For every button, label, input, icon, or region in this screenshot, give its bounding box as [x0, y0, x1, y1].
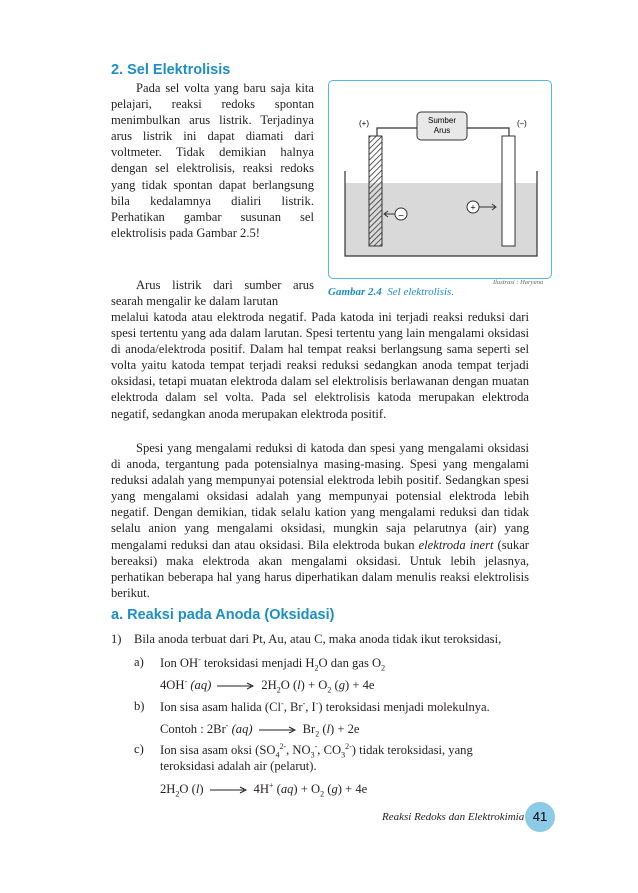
anode-label: (+): [359, 119, 369, 128]
reaction-arrow-icon: [259, 726, 297, 734]
equation-a: 4OH- (aq) $2H_2O$ $(l) + O_2$ (g) + 4e: [160, 677, 375, 695]
equation-b: Contoh : 2Br- (aq) $Br_2$ (l) + 2e: [160, 721, 360, 739]
item-b-text: Ion sisa asam halida (Cl-, Br-, I-) teroksidasi menjadi molekulnya.: [160, 699, 490, 715]
electrolysis-diagram: [329, 81, 551, 278]
item-1-text: Bila anoda terbuat dari Pt, Au, atau C, maka anoda tidak ikut teroksidasi,: [134, 632, 502, 646]
reaction-arrow-icon: [210, 786, 248, 794]
section-2-title: 2. Sel Elektrolisis: [111, 62, 231, 78]
equation-c: $2H_2O$ (l) 4H+ $(aq) + O_2$ (g) + 4e: [160, 781, 368, 799]
paragraph-2-continued: melalui katoda atau elektroda negatif. Pada katoda ini terjadi reaksi reduksi dari spesi tertentu yang ada dalam larutan. Spesi tertentu yang lain mengalami oksidasi di anoda/elektroda positif. Dalam hal tempat reaksi berlangsung sama seperti sel volta yaitu katoda tempat terjadi reaksi reduksi sedangkan anoda tempat terjadi oksidasi, tetapi muatan elektroda dalam sel elektrolisis berlawanan dengan muatan elektroda dalam sel volta. Pada sel elektrolisis katoda merupakan elektroda negatif, sedangkan anoda merupakan elektroda positif.: [111, 310, 529, 421]
svg-text:+: +: [470, 202, 476, 213]
figure-electrolysis-cell: [328, 80, 552, 279]
figure-credit: Ilustrasi : Haryana: [493, 279, 544, 286]
page-number: 41: [525, 802, 555, 832]
cathode-label: (–): [517, 119, 527, 128]
paragraph-3: Spesi yang mengalami reduksi di katoda dan spesi yang mengalami oksidasi di anoda, tergantung pada potensialnya masing-masing. Spesi yang mengalami reduksi adalah yang mempunyai potensial elektroda lebih positif. Sedangkan spesi yang mengalami oksidasi adalah yang mempunyai potensial elektroda lebih negatif. Dengan demikian, tidak selalu kation yang mengalami reduksi dan tidak selalu anion yang mengalami oksidasi, mungkin saja pelarutnya (air) yang mengalami reduksi dan atau oksidasi. Bila elektroda bukan elektroda inert (sukar bereaksi) maka elektroda akan mengalami oksidasi. Untuk lebih jelasnya, perhatikan beberapa hal yang harus diperhatikan dalam menulis reaksi elektrolisis berikut.: [111, 441, 529, 600]
cathode-electrode: [502, 136, 515, 246]
item-b-label: b): [134, 699, 145, 713]
svg-text:Arus: Arus: [433, 126, 451, 135]
item-c-text-line2: teroksidasi adalah air (pelarut).: [160, 759, 317, 773]
section-a-title: a. Reaksi pada Anoda (Oksidasi): [111, 607, 335, 623]
item-a-label: a): [134, 655, 144, 669]
svg-text:Sumber: Sumber: [427, 116, 457, 125]
item-a-text: Ion OH- teroksidasi menjadi $H_2O$ dan gas $O_2$: [160, 655, 386, 673]
item-1-number: 1): [111, 632, 122, 646]
figure-caption: Gambar 2.4 Sel elektrolisis.: [328, 286, 455, 298]
reaction-arrow-icon: [217, 682, 255, 690]
paragraph-2-start: Arus listrik dari sumber arus searah mengalir ke dalam larutan: [111, 278, 314, 309]
svg-text:–: –: [398, 209, 404, 220]
anode-electrode: [369, 136, 382, 246]
running-footer: Reaksi Redoks dan Elektrokimia: [382, 811, 525, 823]
paragraph-1: Pada sel volta yang baru saja kita pelajari, reaksi redoks spontan menimbulkan arus listrik. Terjadinya arus listrik ini dapat diamati dari voltmeter. Tidak demikian halnya dengan sel elektrolisis, reaksi redoks yang tidak spontan dapat berlangsung bila kedalamnya dialiri listrik. Perhatikan gambar susunan sel elektrolisis pada Gambar 2.5!: [111, 81, 314, 240]
item-c-text: Ion sisa asam oksi ($SO_4^{2-}$, $NO_3^-$, $CO_3^{2-}$) tidak teroksidasi, yang: [160, 742, 473, 760]
item-c-label: c): [134, 742, 144, 756]
